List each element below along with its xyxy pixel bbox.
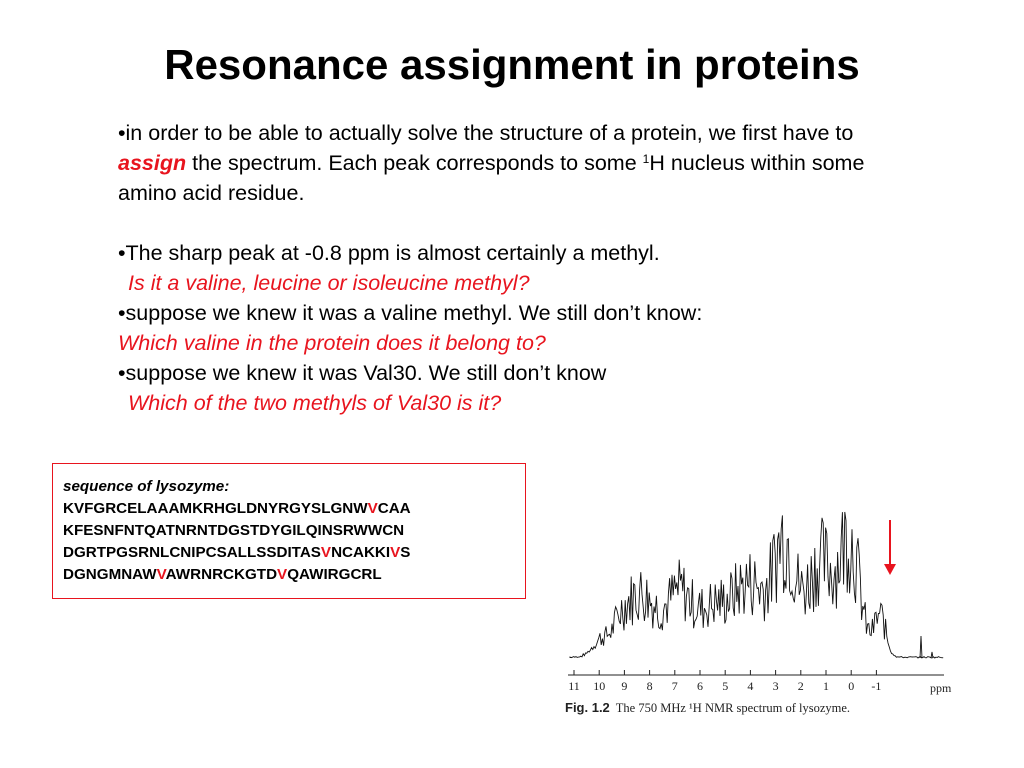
- seq-fragment: AWRNRCKGTD: [165, 566, 278, 583]
- valine-highlight: V: [156, 566, 166, 583]
- figure-label: Fig. 1.2: [565, 700, 610, 715]
- question-which-valine: Which valine in the protein does it belong to?: [118, 331, 546, 355]
- bullet-sharp-peak: •The sharp peak at -0.8 ppm is almost certainly a methyl.: [118, 241, 660, 265]
- bullet-assign: [118, 118, 908, 208]
- down-arrow-icon: [884, 520, 896, 575]
- sequence-line-1: [63, 498, 525, 520]
- seq-fragment: NCAKKI: [331, 544, 391, 561]
- axis-unit-label: ppm: [930, 681, 952, 695]
- valine-highlight: V: [367, 500, 378, 517]
- valine-highlight: V: [277, 566, 288, 583]
- bullet-valine-methyl: •suppose we knew it was a valine methyl. We still don’t know:: [118, 301, 703, 325]
- superscript-one: 1: [642, 152, 650, 166]
- sequence-line-2: KFESNFNTQATNRNTDGSTDYGILQINSRWWCN: [63, 522, 405, 539]
- valine-highlight: V: [320, 544, 332, 561]
- sequence-box: [52, 463, 526, 599]
- seq-fragment: DGNGMNAW: [63, 566, 157, 583]
- slide-title: Resonance assignment in proteins: [164, 41, 860, 88]
- axis-tick-label: 7: [671, 679, 678, 693]
- assign-emphasis: assign: [118, 151, 187, 175]
- valine-highlight: V: [390, 544, 401, 561]
- axis-tick-label: 4: [747, 679, 754, 693]
- axis-tick-label: 3: [772, 679, 779, 693]
- seq-fragment: KVFGRCELAAAMKRHGLDNYRGYSLGNW: [63, 500, 368, 517]
- axis-tick-label: 11: [568, 679, 580, 693]
- sequence-line-4: [63, 564, 525, 586]
- figure-caption: [565, 700, 850, 716]
- question-which-methyl: Which of the two methyls of Val30 is it?: [128, 391, 502, 415]
- axis-tick-label: 2: [797, 679, 804, 693]
- axis-tick-label: 5: [722, 679, 729, 693]
- axis-tick-label: 10: [593, 679, 606, 693]
- axis-tick-label: 9: [621, 679, 628, 693]
- axis-tick-label: 6: [697, 679, 703, 693]
- axis-tick-label: 8: [646, 679, 653, 693]
- bullet-assign-text-2: the spectrum. Each peak corresponds to some: [186, 151, 643, 175]
- seq-fragment: S: [400, 544, 411, 561]
- body-text: [118, 118, 908, 418]
- bullet-assign-text-1: •in order to be able to actually solve the structure of a protein, we first have to: [118, 121, 854, 145]
- bullet-assign-text-3: H nucleus within some amino acid residue.: [118, 151, 865, 205]
- bullet-val30: •suppose we knew it was Val30. We still don’t know: [118, 361, 607, 385]
- seq-fragment: CAA: [377, 500, 411, 517]
- question-methyl-type: Is it a valine, leucine or isoleucine methyl?: [128, 271, 530, 295]
- sequence-caption: sequence of lysozyme:: [63, 478, 230, 495]
- seq-fragment: QAWIRGCRL: [287, 566, 382, 583]
- sequence-line-3: [63, 542, 525, 564]
- seq-fragment: DGRTPGSRNLCNIPCSALLSSDITAS: [63, 544, 321, 561]
- spectrum-axis-ticks: [568, 670, 952, 695]
- figure-caption-text: The 750 MHz ¹H NMR spectrum of lysozyme.: [615, 701, 851, 715]
- axis-tick-label: -1: [871, 679, 882, 693]
- axis-tick-label: 1: [823, 679, 829, 693]
- nmr-spectrum-image: [560, 440, 960, 725]
- axis-tick-label: 0: [848, 679, 855, 693]
